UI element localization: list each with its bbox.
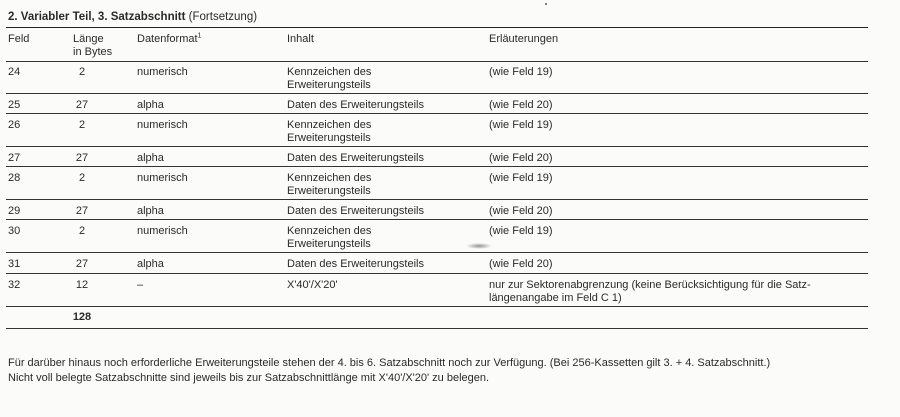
cell-feld: 30 <box>8 225 21 237</box>
cell-feld: 32 <box>8 279 21 291</box>
cell-datenformat: numerisch <box>137 225 188 237</box>
cell-datenformat: numerisch <box>137 119 188 131</box>
cell-feld: 25 <box>8 99 21 111</box>
cell-erlaeuterung <box>489 279 811 305</box>
cell-erlaeuterung <box>489 119 553 132</box>
col-feld: Feld <box>8 33 30 45</box>
cell-datenformat: alpha <box>137 205 164 217</box>
cell-inhalt-line1: Daten des Erweiterungsteils <box>287 205 424 217</box>
cell-laenge: 27 <box>75 258 89 270</box>
cell-erlaeuterung-line1: (wie Feld 19) <box>489 225 553 237</box>
cell-erlaeuterung <box>489 66 553 79</box>
cell-datenformat: numerisch <box>137 66 188 78</box>
cell-inhalt-line2: Erweiterungsteils <box>287 132 371 144</box>
cell-erlaeuterung <box>489 258 553 271</box>
section-heading-main: 2. Variabler Teil, 3. Satzabschnitt <box>8 11 186 23</box>
cell-inhalt-line1: Daten des Erweiterungsteils <box>287 99 424 111</box>
cell-inhalt <box>287 119 371 145</box>
cell-laenge: 2 <box>78 172 86 184</box>
total-bytes: 128 <box>72 311 92 323</box>
scan-smudge <box>466 243 492 249</box>
cell-feld: 31 <box>8 258 21 270</box>
col-erlaeuterungen: Erläuterungen <box>489 33 559 45</box>
row-rule <box>6 219 868 220</box>
cell-erlaeuterung-line1: (wie Feld 20) <box>489 152 553 164</box>
cell-erlaeuterung-line1: (wie Feld 20) <box>489 258 553 270</box>
cell-feld: 27 <box>8 152 21 164</box>
cell-laenge: 27 <box>75 99 89 111</box>
cell-erlaeuterung <box>489 205 553 218</box>
cell-inhalt-line2: Erweiterungsteils <box>287 238 371 250</box>
cell-feld: 26 <box>8 119 21 131</box>
col-laenge-line2: in Bytes <box>73 46 113 58</box>
col-inhalt: Inhalt <box>287 33 314 45</box>
cell-laenge: 27 <box>75 152 89 164</box>
cell-erlaeuterung-line1: (wie Feld 20) <box>489 99 553 111</box>
cell-laenge: 2 <box>78 66 86 78</box>
row-rule <box>6 166 868 167</box>
cell-inhalt <box>287 258 424 271</box>
rule-header <box>6 61 868 62</box>
cell-inhalt-line1: Kennzeichen des <box>287 225 372 237</box>
cell-inhalt-line1: Kennzeichen des <box>287 119 372 131</box>
cell-erlaeuterung-line1: (wie Feld 19) <box>489 119 553 131</box>
row-rule <box>6 273 868 274</box>
cell-feld: 29 <box>8 205 21 217</box>
cell-erlaeuterung <box>489 152 553 165</box>
cell-erlaeuterung <box>489 172 553 185</box>
col-laenge <box>73 33 112 59</box>
cell-inhalt-line1: X'40'/X'20' <box>287 279 338 291</box>
cell-datenformat: alpha <box>137 152 164 164</box>
speck <box>545 3 547 5</box>
cell-inhalt <box>287 205 424 218</box>
cell-erlaeuterung-line2: längenangabe im Feld C 1) <box>489 292 622 304</box>
cell-inhalt <box>287 99 424 112</box>
row-rule <box>6 146 868 147</box>
row-rule <box>6 113 868 114</box>
row-rule <box>6 199 868 200</box>
cell-feld: 28 <box>8 172 21 184</box>
cell-erlaeuterung <box>489 99 553 112</box>
section-heading-suffix: (Fortsetzung) <box>185 11 258 23</box>
cell-laenge: 2 <box>78 119 86 131</box>
cell-erlaeuterung <box>489 225 553 238</box>
cell-laenge: 12 <box>75 279 89 291</box>
section-heading <box>8 11 257 24</box>
cell-erlaeuterung-line1: nur zur Sektorenabgrenzung (keine Berücksichtigung für die Satz- <box>489 279 811 291</box>
cell-feld: 24 <box>8 66 21 78</box>
cell-erlaeuterung-line1: (wie Feld 20) <box>489 205 553 217</box>
cell-datenformat: alpha <box>137 99 164 111</box>
row-rule <box>6 306 868 307</box>
cell-inhalt <box>287 172 371 198</box>
cell-erlaeuterung-line1: (wie Feld 19) <box>489 66 553 78</box>
rule-top <box>6 27 868 28</box>
cell-erlaeuterung-line1: (wie Feld 19) <box>489 172 553 184</box>
cell-inhalt-line1: Kennzeichen des <box>287 172 372 184</box>
cell-inhalt-line1: Daten des Erweiterungsteils <box>287 258 424 270</box>
cell-laenge: 27 <box>75 205 89 217</box>
cell-inhalt <box>287 152 424 165</box>
cell-inhalt-line2: Erweiterungsteils <box>287 185 371 197</box>
cell-inhalt-line2: Erweiterungsteils <box>287 79 371 91</box>
cell-inhalt <box>287 279 338 292</box>
footnote-marker: 1 <box>197 32 202 40</box>
cell-inhalt-line1: Kennzeichen des <box>287 66 372 78</box>
cell-inhalt <box>287 66 371 92</box>
col-datenformat-label: Datenformat <box>137 33 198 45</box>
cell-datenformat: numerisch <box>137 172 188 184</box>
row-rule <box>6 252 868 253</box>
footnote-line-2: Nicht voll belegte Satzabschnitte sind jeweils bis zur Satzabschnittlänge mit X'40'/X'20' zu belegen. <box>8 372 490 384</box>
cell-laenge: 2 <box>78 225 86 237</box>
rule-bottom <box>6 328 868 329</box>
col-datenformat <box>137 33 201 46</box>
row-rule <box>6 93 868 94</box>
col-laenge-line1: Länge <box>73 33 104 45</box>
cell-inhalt <box>287 225 371 251</box>
cell-datenformat: alpha <box>137 258 164 270</box>
cell-inhalt-line1: Daten des Erweiterungsteils <box>287 152 424 164</box>
cell-datenformat: – <box>137 279 144 291</box>
footnote-line-1: Für darüber hinaus noch erforderliche Erweiterungsteile stehen der 4. bis 6. Satzabschnitt noch zur Verfügung. (Bei 256-Kassetten gilt 3. + 4. Satzabschnitt.) <box>8 357 771 369</box>
